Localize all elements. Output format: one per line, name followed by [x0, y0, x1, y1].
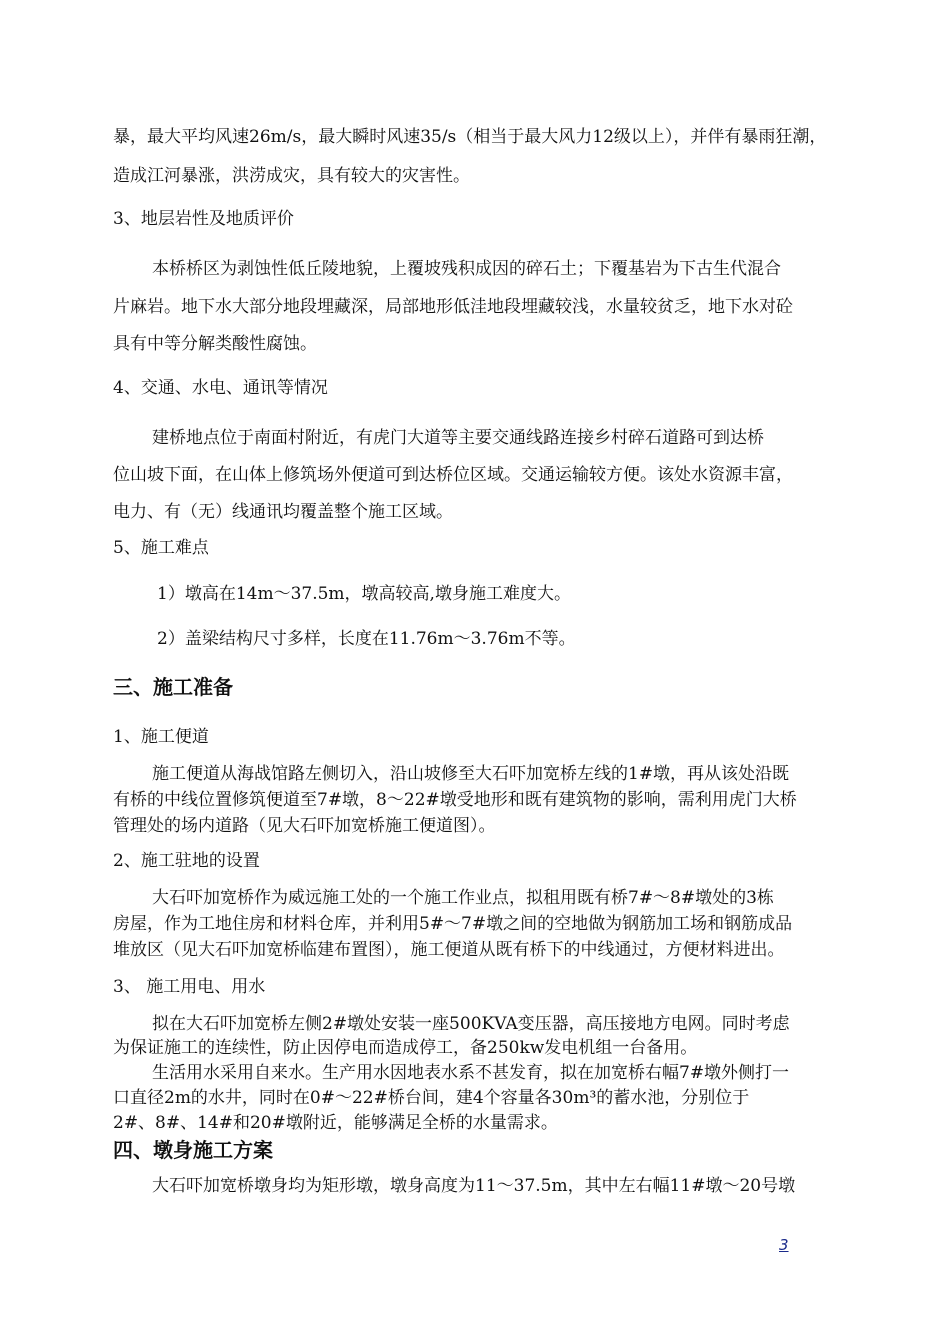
- paragraph-line: 口直径2m的水井，同时在0#～22#桥台间，建4个容量各30m³的蓄水池，分别位于: [113, 1088, 750, 1108]
- paragraph-line: 房屋，作为工地住房和材料仓库，并利用5#～7#墩之间的空地做为钢筋加工场和钢筋成品: [113, 914, 793, 934]
- section-heading: 2、施工驻地的设置: [113, 851, 260, 871]
- chapter-heading: 三、施工准备: [113, 675, 233, 699]
- paragraph-line: 暴，最大平均风速26m/s，最大瞬时风速35/s（相当于最大风力12级以上），并伴有暴雨狂潮，: [113, 127, 827, 147]
- section-heading: 3、 施工用电、用水: [113, 977, 266, 997]
- paragraph-line: 本桥桥区为剥蚀性低丘陵地貌，上覆坡残积成因的碎石土；下覆基岩为下古生代混合: [152, 259, 781, 279]
- section-heading: 3、地层岩性及地质评价: [113, 209, 294, 229]
- list-item: 2）盖梁结构尺寸多样，长度在11.76m～3.76m不等。: [157, 629, 576, 649]
- paragraph-line: 建桥地点位于南面村附近，有虎门大道等主要交通线路连接乡村碎石道路可到达桥: [152, 428, 764, 448]
- paragraph-line: 电力、有（无）线通讯均覆盖整个施工区域。: [113, 502, 453, 522]
- paragraph-line: 2#、8#、14#和20#墩附近，能够满足全桥的水量需求。: [113, 1113, 558, 1133]
- paragraph-line: 拟在大石吓加宽桥左侧2#墩处安装一座500KVA变压器，高压接地方电网。同时考虑: [152, 1014, 790, 1034]
- paragraph-line: 片麻岩。地下水大部分地段埋藏深，局部地形低洼地段埋藏较浅，水量较贫乏，地下水对砼: [113, 297, 793, 317]
- paragraph-line: 位山坡下面，在山体上修筑场外便道可到达桥位区域。交通运输较方便。该处水资源丰富，: [113, 465, 793, 485]
- paragraph-line: 造成江河暴涨，洪涝成灾，具有较大的灾害性。: [113, 166, 470, 186]
- section-heading: 1、施工便道: [113, 727, 209, 747]
- page-number: 3: [779, 1236, 789, 1254]
- section-heading: 4、交通、水电、通讯等情况: [113, 378, 328, 398]
- paragraph-line: 为保证施工的连续性，防止因停电而造成停工，备250kw发电机组一台备用。: [113, 1038, 698, 1058]
- section-heading: 5、施工难点: [113, 538, 209, 558]
- paragraph-line: 施工便道从海战馆路左侧切入，沿山坡修至大石吓加宽桥左线的1#墩，再从该处沿既: [152, 764, 790, 784]
- paragraph-line: 生活用水采用自来水。生产用水因地表水系不甚发育，拟在加宽桥右幅7#墩外侧打一: [152, 1063, 790, 1083]
- chapter-heading: 四、墩身施工方案: [113, 1138, 273, 1162]
- paragraph-line: 有桥的中线位置修筑便道至7#墩，8～22#墩受地形和既有建筑物的影响，需利用虎门大桥: [113, 790, 797, 810]
- paragraph-line: 大石吓加宽桥作为威远施工处的一个施工作业点，拟租用既有桥7#～8#墩处的3栋: [152, 888, 774, 908]
- paragraph-line: 堆放区（见大石吓加宽桥临建布置图），施工便道从既有桥下的中线通过，方便材料进出。: [113, 940, 785, 960]
- paragraph-line: 大石吓加宽桥墩身均为矩形墩，墩身高度为11～37.5m，其中左右幅11#墩～20号墩: [152, 1176, 796, 1196]
- paragraph-line: 管理处的场内道路（见大石吓加宽桥施工便道图）。: [113, 816, 496, 836]
- paragraph-line: 具有中等分解类酸性腐蚀。: [113, 334, 317, 354]
- list-item: 1）墩高在14m～37.5m，墩高较高,墩身施工难度大。: [157, 584, 571, 604]
